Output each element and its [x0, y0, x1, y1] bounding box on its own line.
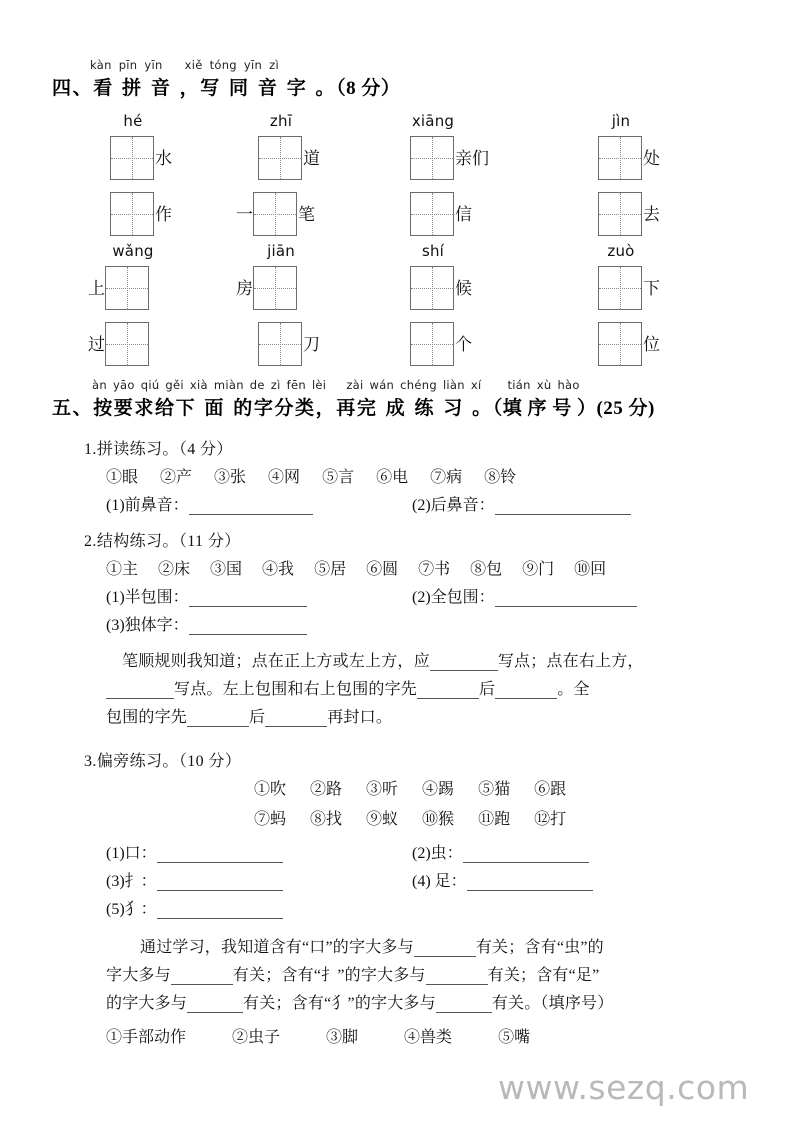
q1-blank-2-line[interactable]	[495, 500, 631, 515]
paragraph-text: 字大多与	[106, 967, 171, 984]
tianzige-row	[598, 316, 660, 372]
q3-blank-5[interactable]	[106, 896, 283, 919]
paragraph-text: 。全	[557, 681, 590, 698]
paragraph-text: 包围的字先	[106, 709, 188, 726]
q2-blank-3-line[interactable]	[189, 620, 307, 635]
tianzige-row	[110, 186, 172, 242]
q3-blank-1[interactable]	[106, 840, 283, 863]
q2-blank-2-label: (2)全包围：	[412, 589, 495, 606]
pinyin-syllable: wǎng	[112, 242, 154, 260]
tianzige-box[interactable]	[410, 192, 454, 236]
option-item: ⑩回	[574, 561, 607, 578]
tianzige-row	[598, 260, 660, 316]
q1-blank-1[interactable]	[106, 492, 313, 515]
inline-blank[interactable]	[106, 684, 174, 699]
section-4-pinyin	[52, 58, 400, 72]
paragraph-text: 有关；含有“足”	[487, 967, 600, 984]
tianzige-row	[410, 316, 472, 372]
tianzige-group	[598, 112, 660, 242]
q3-option-list-row1	[254, 776, 590, 799]
option-item: ⑥跟	[534, 781, 567, 798]
q1-title: 1.拼读练习。（4 分）	[84, 441, 233, 458]
inline-blank[interactable]	[187, 712, 249, 727]
pinyin-token: miàn	[213, 378, 244, 392]
pinyin-token: yīn	[243, 58, 263, 72]
option-item: ⑨门	[522, 561, 555, 578]
tianzige-group	[110, 112, 172, 242]
q3-blank-3-label: (3)扌：	[106, 873, 157, 890]
option-item: ⑫打	[534, 811, 567, 828]
inline-blank[interactable]	[417, 684, 479, 699]
pinyin-token: lèi	[311, 378, 327, 392]
q3-blank-1-line[interactable]	[157, 848, 283, 863]
pinyin-token: de	[249, 378, 265, 392]
q2-option-list	[106, 556, 626, 579]
q3-blank-3[interactable]	[106, 868, 283, 891]
q3-blank-3-line[interactable]	[157, 876, 283, 891]
tianzige-box[interactable]	[258, 136, 302, 180]
q1-blank-2-label: (2)后鼻音：	[412, 497, 495, 514]
suffix-character: 信	[455, 204, 472, 224]
q3-blank-5-line[interactable]	[157, 904, 283, 919]
inline-blank[interactable]	[265, 712, 327, 727]
q2-rule-line-1[interactable]	[122, 648, 644, 671]
paragraph-text: 写点。左上包围和右上包围的字先	[174, 681, 418, 698]
option-item: ①吹	[254, 781, 287, 798]
pinyin-syllable: shí	[421, 242, 445, 260]
inline-blank[interactable]	[495, 684, 557, 699]
option-item: ⑦蚂	[254, 811, 287, 828]
q3-blank-2-line[interactable]	[463, 848, 589, 863]
pinyin-token: kàn	[90, 58, 112, 72]
option-item: ⑧找	[310, 811, 343, 828]
tianzige-group	[410, 242, 472, 372]
section-5-heading	[52, 378, 655, 420]
pinyin-syllable: jiān	[267, 242, 295, 260]
pinyin-token: qiú	[140, 378, 160, 392]
pinyin-syllable: hé	[123, 112, 143, 130]
option-item: ①眼	[106, 469, 139, 486]
option-item: ⑥电	[376, 469, 409, 486]
option-item: ②床	[158, 561, 191, 578]
section-4-heading	[52, 58, 400, 100]
tianzige-box[interactable]	[598, 192, 642, 236]
prefix-character: 一	[236, 204, 253, 224]
q3-blank-2-label: (2)虫：	[412, 845, 463, 862]
suffix-character: 道	[303, 148, 320, 168]
option-item: ④网	[268, 469, 301, 486]
pinyin-token: wán	[369, 378, 395, 392]
q3-summary-line-3[interactable]	[106, 990, 613, 1013]
q2-title: 2.结构练习。（11 分）	[84, 533, 241, 550]
section-5-pinyin	[52, 378, 655, 392]
tianzige-box[interactable]	[410, 322, 454, 366]
q3-blank-4-line[interactable]	[467, 876, 593, 891]
pinyin-token: pīn	[118, 58, 138, 72]
tianzige-box[interactable]	[105, 322, 149, 366]
option-item: ⑧包	[470, 561, 503, 578]
suffix-character: 笔	[298, 204, 315, 224]
suffix-character: 位	[643, 334, 660, 354]
option-item: ③国	[210, 561, 243, 578]
option-item: ④兽类	[404, 1029, 453, 1046]
pinyin-token: chéng	[400, 378, 437, 392]
paragraph-text: 有关；含有“虫”的	[475, 939, 604, 956]
suffix-character: 下	[643, 278, 660, 298]
tianzige-box[interactable]	[110, 136, 154, 180]
suffix-character: 候	[455, 278, 472, 298]
tianzige-group	[410, 112, 489, 242]
tianzige-box[interactable]	[598, 136, 642, 180]
q3-summary-line-1[interactable]	[140, 934, 604, 957]
q1-option-list	[106, 464, 538, 487]
inline-blank[interactable]	[436, 998, 492, 1013]
option-item: ⑤言	[322, 469, 355, 486]
inline-blank[interactable]	[426, 970, 488, 985]
pinyin-token: tián	[507, 378, 531, 392]
q2-blank-2-line[interactable]	[495, 592, 637, 607]
q3-blank-4-label: (4) 足：	[412, 873, 467, 890]
inline-blank[interactable]	[171, 970, 233, 985]
tianzige-box[interactable]	[253, 192, 297, 236]
pinyin-syllable: xiāng	[411, 112, 455, 130]
option-item: ⑩猴	[422, 811, 455, 828]
tianzige-box[interactable]	[598, 266, 642, 310]
q2-blank-1[interactable]	[106, 584, 307, 607]
tianzige-row	[110, 130, 172, 186]
q3-blank-2[interactable]	[412, 840, 589, 863]
paragraph-text: 有关。（填序号）	[491, 995, 614, 1012]
option-item: ⑤居	[314, 561, 347, 578]
q3-title: 3.偏旁练习。（10 分）	[84, 753, 242, 770]
q1-blank-2[interactable]	[412, 492, 631, 515]
prefix-character: 房	[236, 278, 253, 298]
paragraph-text: 通过学习，我知道含有“口”的字大多与	[140, 939, 414, 956]
q3-blank-1-label: (1)口：	[106, 845, 157, 862]
inline-blank[interactable]	[414, 942, 476, 957]
prefix-character: 过	[88, 334, 105, 354]
tianzige-box[interactable]	[410, 266, 454, 310]
pinyin-syllable: zuò	[607, 242, 635, 260]
tianzige-row	[236, 316, 320, 372]
section-4-title: 四、看 拼 音 ，写 同 音 字 。（8 分）	[52, 77, 401, 99]
tianzige-row	[410, 130, 489, 186]
tianzige-box[interactable]	[598, 322, 642, 366]
site-watermark: www.sezq.com	[498, 1068, 750, 1107]
q3-blank-4[interactable]	[412, 868, 593, 891]
pinyin-token: tóng	[209, 58, 237, 72]
paragraph-text: 后	[249, 709, 266, 726]
option-item: ⑪跑	[478, 811, 511, 828]
option-item: ②产	[160, 469, 193, 486]
pinyin-token: xí	[470, 378, 482, 392]
pinyin-token: xià	[189, 378, 208, 392]
q1-blank-1-line[interactable]	[189, 500, 313, 515]
option-item: ⑤猫	[478, 781, 511, 798]
tianzige-group	[236, 242, 320, 372]
pinyin-token: xù	[536, 378, 552, 392]
suffix-character: 亲们	[455, 148, 489, 168]
pinyin-token: zì	[269, 58, 279, 72]
option-item: ②路	[310, 781, 343, 798]
tianzige-row	[88, 316, 156, 372]
q3-summary-line-2[interactable]	[106, 962, 599, 985]
suffix-character: 水	[155, 148, 172, 168]
pinyin-token: zài	[346, 378, 364, 392]
paragraph-text: 的字大多与	[106, 995, 188, 1012]
tianzige-group	[88, 242, 156, 372]
inline-blank[interactable]	[187, 998, 243, 1013]
pinyin-syllable: zhī	[269, 112, 293, 130]
option-item: ④踢	[422, 781, 455, 798]
option-item: ①主	[106, 561, 139, 578]
paragraph-text: 有关；含有“扌”的字大多与	[232, 967, 426, 984]
q3-answer-option-list	[106, 1024, 576, 1047]
suffix-character: 作	[155, 204, 172, 224]
option-item: ⑨蚁	[366, 811, 399, 828]
tianzige-group	[598, 242, 660, 372]
tianzige-row	[236, 186, 320, 242]
q2-blank-2[interactable]	[412, 584, 637, 607]
paragraph-text: 再封口。	[327, 709, 393, 726]
q2-blank-3-label: (3)独体字：	[106, 617, 189, 634]
pinyin-syllable: jìn	[611, 112, 631, 130]
paragraph-text: 写点；点在右上方，	[497, 653, 644, 670]
q2-blank-1-label: (1)半包围：	[106, 589, 189, 606]
pinyin-token: àn	[92, 378, 107, 392]
q3-option-list-row2	[254, 806, 590, 829]
suffix-character: 处	[643, 148, 660, 168]
option-item: ⑧铃	[484, 469, 517, 486]
q2-rule-line-3[interactable]	[106, 704, 392, 727]
suffix-character: 去	[643, 204, 660, 224]
option-item: ③听	[366, 781, 399, 798]
paragraph-text: 后	[479, 681, 496, 698]
q3-blank-5-label: (5)犭：	[106, 901, 157, 918]
tianzige-row	[410, 186, 489, 242]
tianzige-group	[236, 112, 320, 242]
tianzige-row	[236, 130, 320, 186]
option-item: ⑦书	[418, 561, 451, 578]
q2-rule-line-2[interactable]	[106, 676, 590, 699]
option-item: ⑦病	[430, 469, 463, 486]
prefix-character: 上	[88, 278, 105, 298]
q2-blank-1-line[interactable]	[189, 592, 307, 607]
tianzige-row	[236, 260, 320, 316]
tianzige-box[interactable]	[110, 192, 154, 236]
tianzige-box[interactable]	[410, 136, 454, 180]
option-item: ②虫子	[232, 1029, 281, 1046]
paragraph-text: 笔顺规则我知道；点在正上方或左上方，应	[122, 653, 430, 670]
tianzige-box[interactable]	[258, 322, 302, 366]
q1-blank-1-label: (1)前鼻音：	[106, 497, 189, 514]
option-item: ④我	[262, 561, 295, 578]
suffix-character: 个	[455, 334, 472, 354]
pinyin-token: xiě	[184, 58, 203, 72]
tianzige-box[interactable]	[253, 266, 297, 310]
tianzige-row	[598, 130, 660, 186]
inline-blank[interactable]	[430, 656, 498, 671]
option-item: ⑥圆	[366, 561, 399, 578]
option-item: ③脚	[326, 1029, 359, 1046]
pinyin-token: gěi	[165, 378, 184, 392]
pinyin-token: hào	[557, 378, 580, 392]
tianzige-row	[410, 260, 472, 316]
suffix-character: 刀	[303, 334, 320, 354]
pinyin-token: yīn	[144, 58, 163, 72]
tianzige-row	[598, 186, 660, 242]
section-5-title: 五、按要求给下 面 的字分类，再完 成 练 习 。（填 序 号 ）(25 分)	[52, 397, 655, 419]
pinyin-token: fēn	[286, 378, 306, 392]
option-item: ③张	[214, 469, 247, 486]
pinyin-token: zì	[270, 378, 281, 392]
paragraph-text: 有关；含有“犭”的字大多与	[243, 995, 436, 1012]
tianzige-row	[88, 260, 156, 316]
pinyin-token: yāo	[112, 378, 135, 392]
option-item: ⑤嘴	[498, 1029, 531, 1046]
q2-blank-3[interactable]	[106, 612, 307, 635]
tianzige-box[interactable]	[105, 266, 149, 310]
option-item: ①手部动作	[106, 1029, 187, 1046]
pinyin-token: liàn	[442, 378, 465, 392]
